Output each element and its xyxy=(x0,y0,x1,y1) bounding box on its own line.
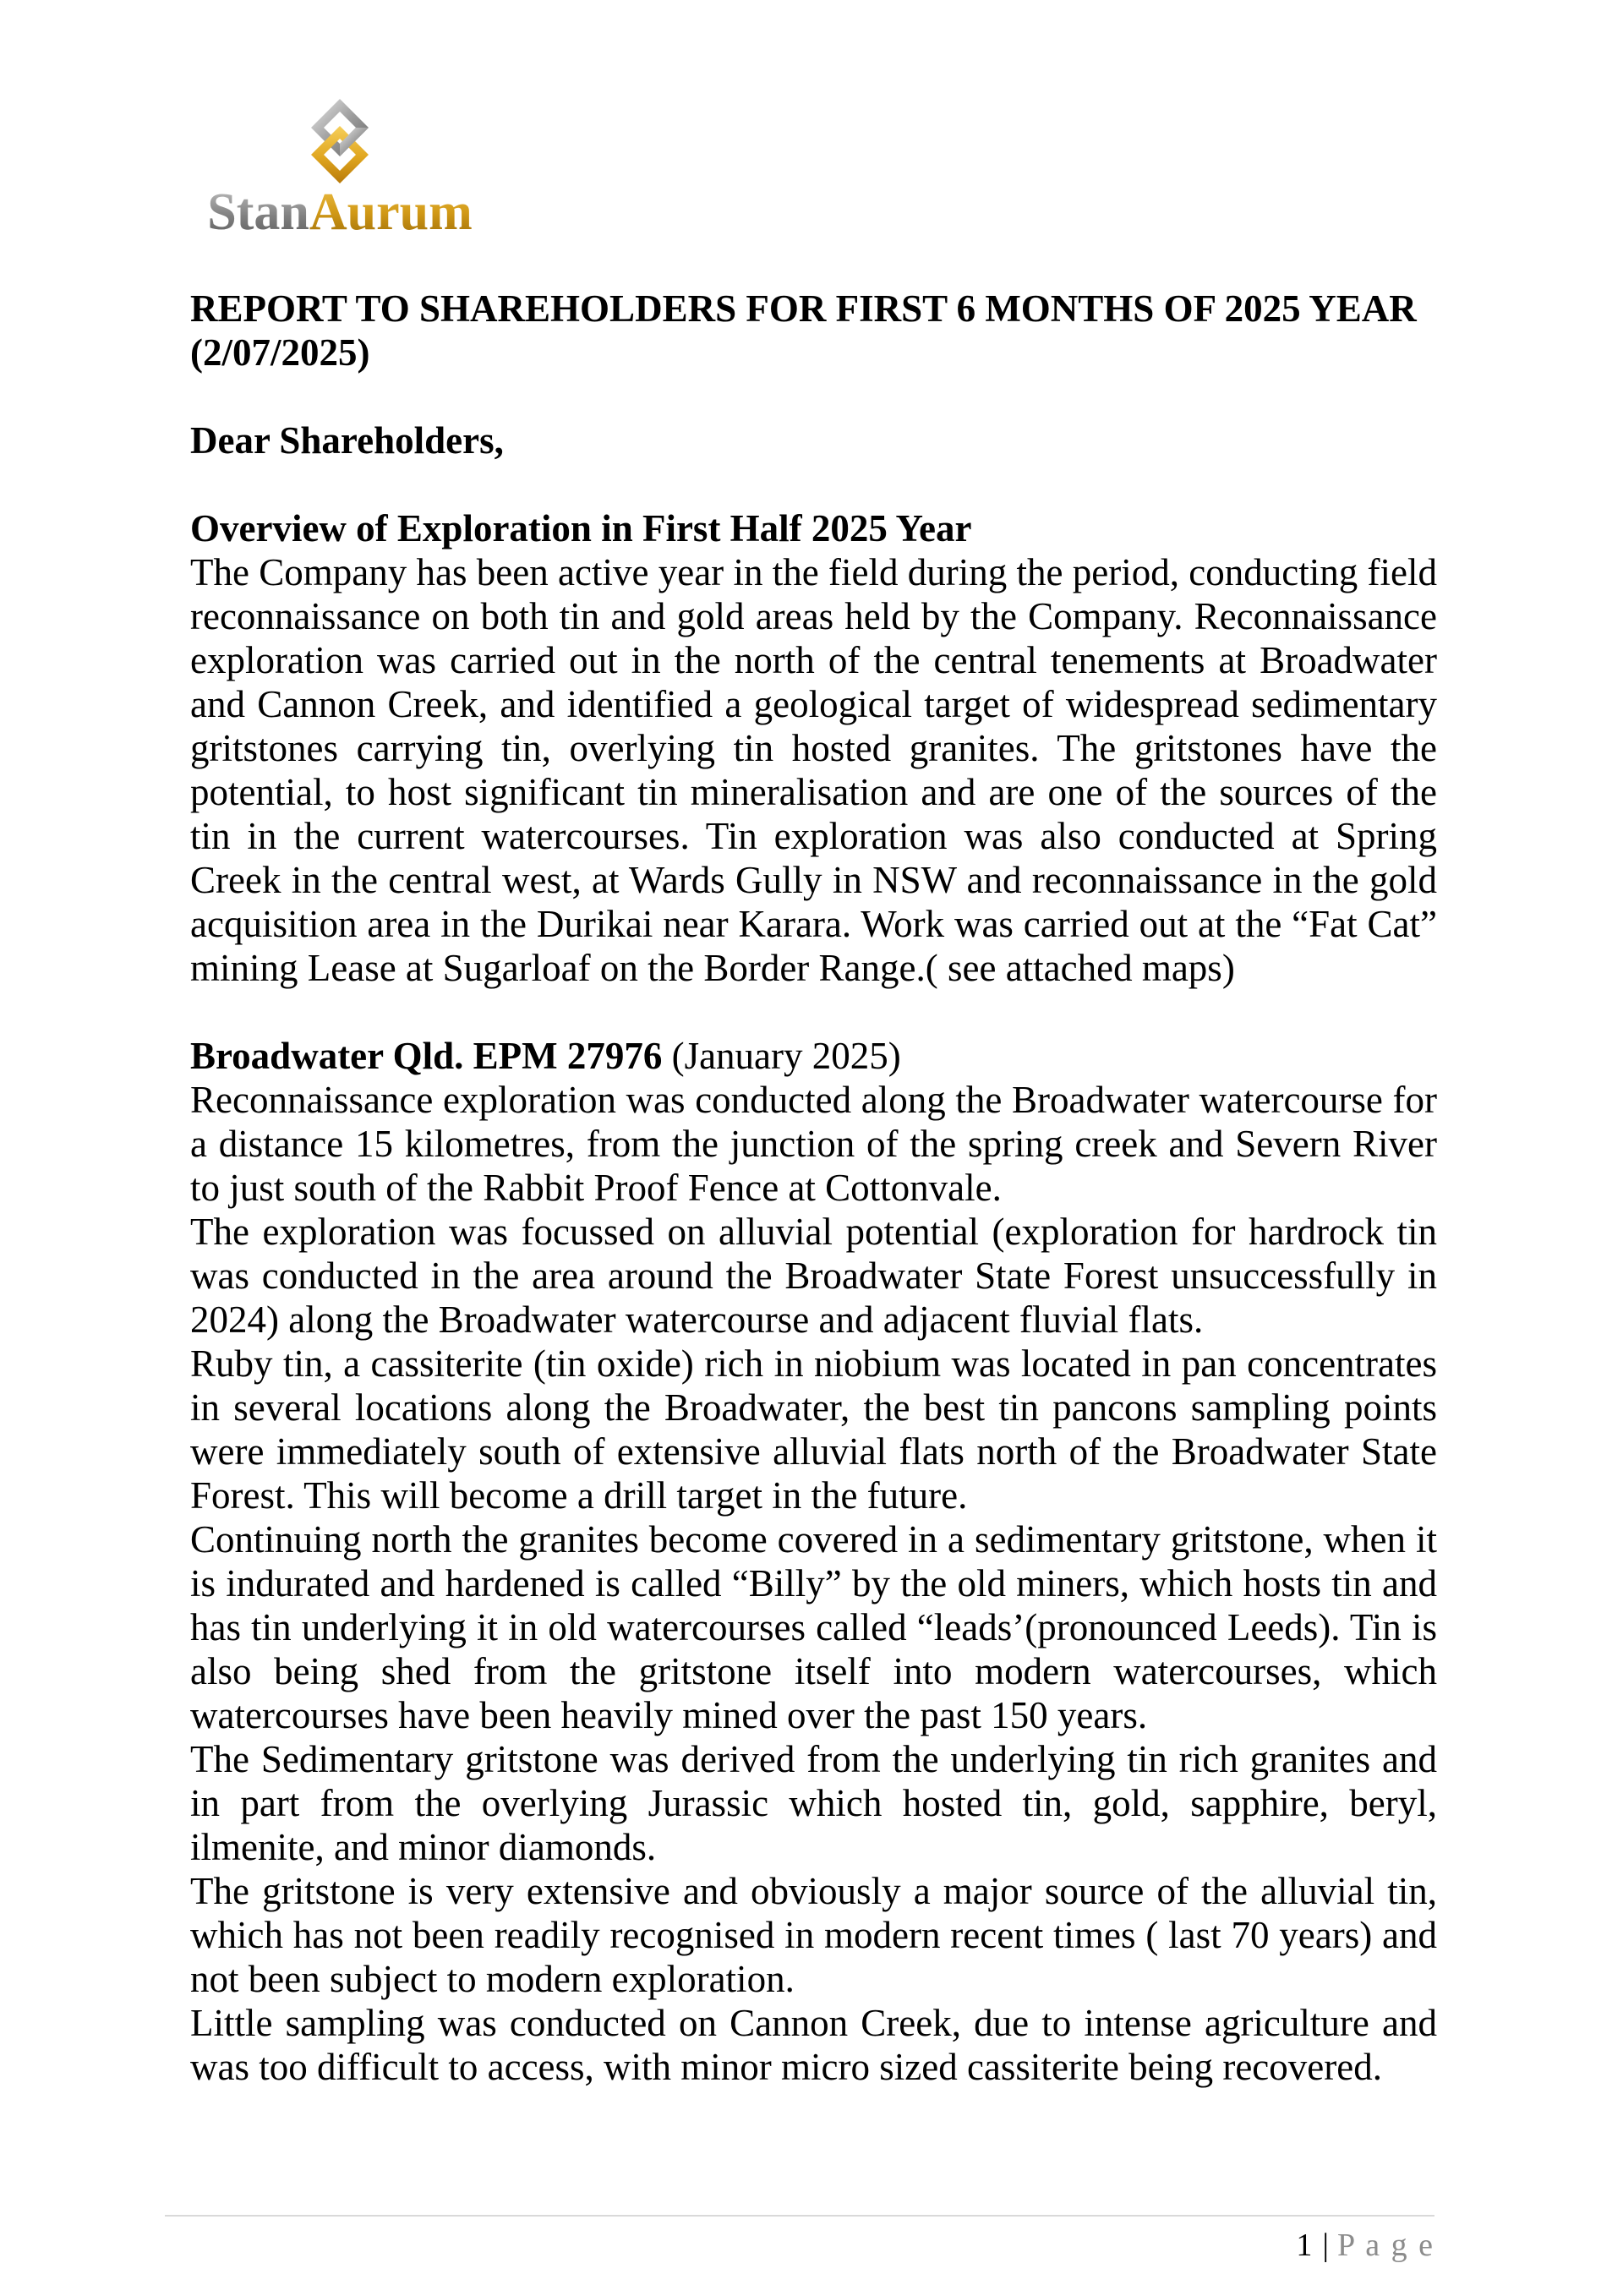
logo-wordmark xyxy=(200,185,479,241)
paragraph: Continuing north the granites become covered in a sedimentary gritstone, when it is indurated and hardened is called “Billy” by the old miners, which hosts tin and has tin underlying it in old watercourses called “leads’(pronounced Leeds). Tin is also being shed from the gritstone itself into modern watercourses, which watercourses have been heavily mined over the past 150 years. xyxy=(190,1518,1437,1736)
logo-text-aurum: Aurum xyxy=(309,185,473,241)
logo-text-stan: Stan xyxy=(207,185,309,241)
section-heading-text: Broadwater Qld. EPM 27976 xyxy=(190,1035,663,1077)
report-title: REPORT TO SHAREHOLDERS FOR FIRST 6 MONTHS OF 2025 YEAR (2/07/2025) xyxy=(190,287,1417,374)
section-broadwater xyxy=(190,1034,1437,2089)
page-number: 1 xyxy=(1296,2228,1314,2263)
section-heading-text: Overview of Exploration in First Half 2025 Year xyxy=(190,507,972,549)
page-footer xyxy=(165,2215,1434,2264)
paragraph: The gritstone is very extensive and obviously a major source of the alluvial tin, which has not been readily recognised in modern recent times ( last 70 years) and not been subject to modern exploration. xyxy=(190,1870,1437,2000)
page-label: P a g e xyxy=(1337,2228,1434,2263)
section-broadwater-heading xyxy=(190,1034,1437,1078)
company-logo xyxy=(200,99,479,241)
footer-separator: | xyxy=(1322,2228,1331,2263)
salutation: Dear Shareholders, xyxy=(190,419,504,462)
section-heading-suffix: (January 2025) xyxy=(662,1035,901,1077)
interlocked-diamonds-icon xyxy=(304,99,375,183)
svg-text:StanAurum xyxy=(207,185,473,241)
paragraph: Reconnaissance exploration was conducted along the Broadwater watercourse for a distance 15 kilometres, from the junction of the spring creek and Severn River to just south of the Rabbit Proof Fence at Cottonvale. xyxy=(190,1079,1437,1209)
section-overview-heading xyxy=(190,506,1437,550)
section-overview xyxy=(190,506,1437,990)
document-content xyxy=(190,99,1437,2089)
paragraph: The Sedimentary gritstone was derived from the underlying tin rich granites and in part from the overlying Jurassic which hosted tin, gold, sapphire, beryl, ilmenite, and minor diamonds. xyxy=(190,1738,1437,1868)
paragraph: Little sampling was conducted on Cannon Creek, due to intense agriculture and was too difficult to access, with minor micro sized cassiterite being recovered. xyxy=(190,2002,1437,2088)
paragraph: The Company has been active year in the field during the period, conducting field reconnaissance on both tin and gold areas held by the Company. Reconnaissance exploration was carried out in the north of the central tenements at Broadwater and Cannon Creek, and identified a geological target of widespread sedimentary gritstones carrying tin, overlying tin hosted granites. The gritstones have the potential, to host significant tin mineralisation and are one of the sources of the tin in the current watercourses. Tin exploration was also conducted at Spring Creek in the central west, at Wards Gully in NSW and reconnaissance in the gold acquisition area in the Durikai near Karara. Work was carried out at the “Fat Cat” mining Lease at Sugarloaf on the Border Range.( see attached maps) xyxy=(190,551,1437,989)
paragraph: Ruby tin, a cassiterite (tin oxide) rich in niobium was located in pan concentrates in several locations along the Broadwater, the best tin pancons sampling points were immediately south of extensive alluvial flats north of the Broadwater State Forest. This will become a drill target in the future. xyxy=(190,1342,1437,1517)
paragraph: The exploration was focussed on alluvial potential (exploration for hardrock tin was conducted in the area around the Broadwater State Forest unsuccessfully in 2024) along the Broadwater watercourse and adjacent fluvial flats. xyxy=(190,1211,1437,1341)
